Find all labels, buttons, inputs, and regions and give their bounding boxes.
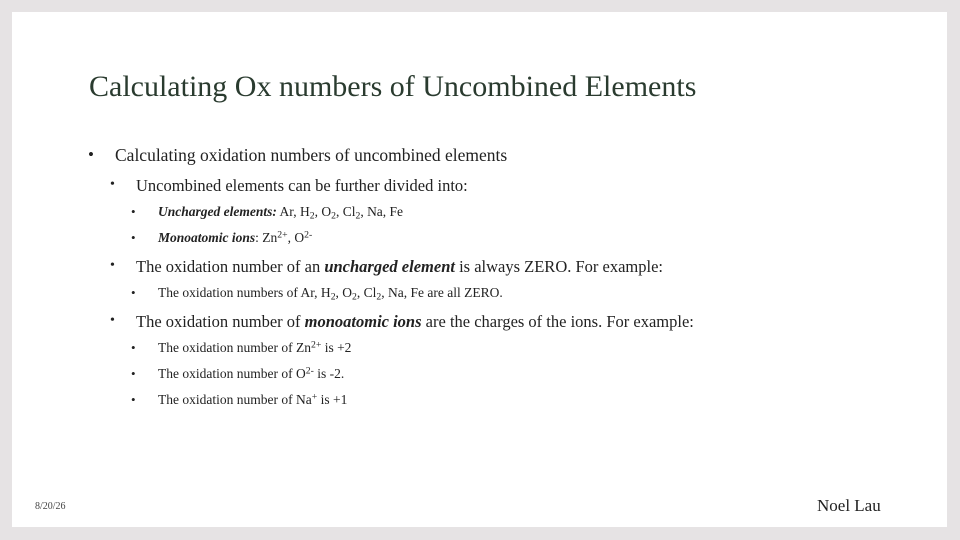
item-text: The oxidation numbers of Ar, $H_2$, $O_2$, $Cl_2$, Na, Fe are all ZERO. — [158, 285, 503, 303]
bullet-icon: • — [110, 313, 115, 328]
slide — [12, 12, 947, 527]
bullet-icon: • — [131, 366, 136, 381]
bullet-icon: • — [131, 392, 136, 407]
item-text: The oxidation number of $O^{2-}$ is -2. — [158, 365, 345, 381]
slide-author: Noel Lau — [817, 496, 881, 515]
bullet-icon: • — [131, 204, 136, 219]
bullet-icon: • — [110, 177, 115, 192]
bullet-icon: • — [110, 258, 115, 273]
term-label: Uncharged elements — [158, 204, 273, 219]
bullet-icon: • — [88, 145, 94, 164]
item-text: The oxidation number of Na+ is +1 — [158, 391, 348, 407]
term-emphasis: uncharged element — [324, 257, 455, 276]
term-label: Monoatomic ions — [158, 230, 256, 245]
bullet-icon: • — [131, 230, 136, 245]
item-text: Monoatomic ions: $Zn^{2+}$, $O^{2-}$ — [158, 229, 313, 245]
bullet-icon: • — [131, 340, 136, 355]
slide-date: 8/20/26 — [35, 501, 66, 512]
bullet-icon: • — [131, 285, 136, 300]
item-text: The oxidation number of monoatomic ions are the charges of the ions. For example: — [136, 312, 694, 331]
slide-title: Calculating Ox numbers of Uncombined Elements — [89, 70, 697, 103]
item-text: The oxidation number of an uncharged element is always ZERO. For example: — [136, 257, 663, 276]
item-text: The oxidation number of $Zn^{2+}$ is +2 — [158, 339, 352, 355]
item-text: Calculating oxidation numbers of uncombined elements — [115, 145, 508, 165]
term-emphasis: monoatomic ions — [304, 312, 422, 331]
item-text: Uncombined elements can be further divided into: — [136, 176, 468, 195]
item-text: Uncharged elements: Ar, $H_2$, $O_2$, $Cl_2$, Na, Fe — [158, 204, 404, 222]
